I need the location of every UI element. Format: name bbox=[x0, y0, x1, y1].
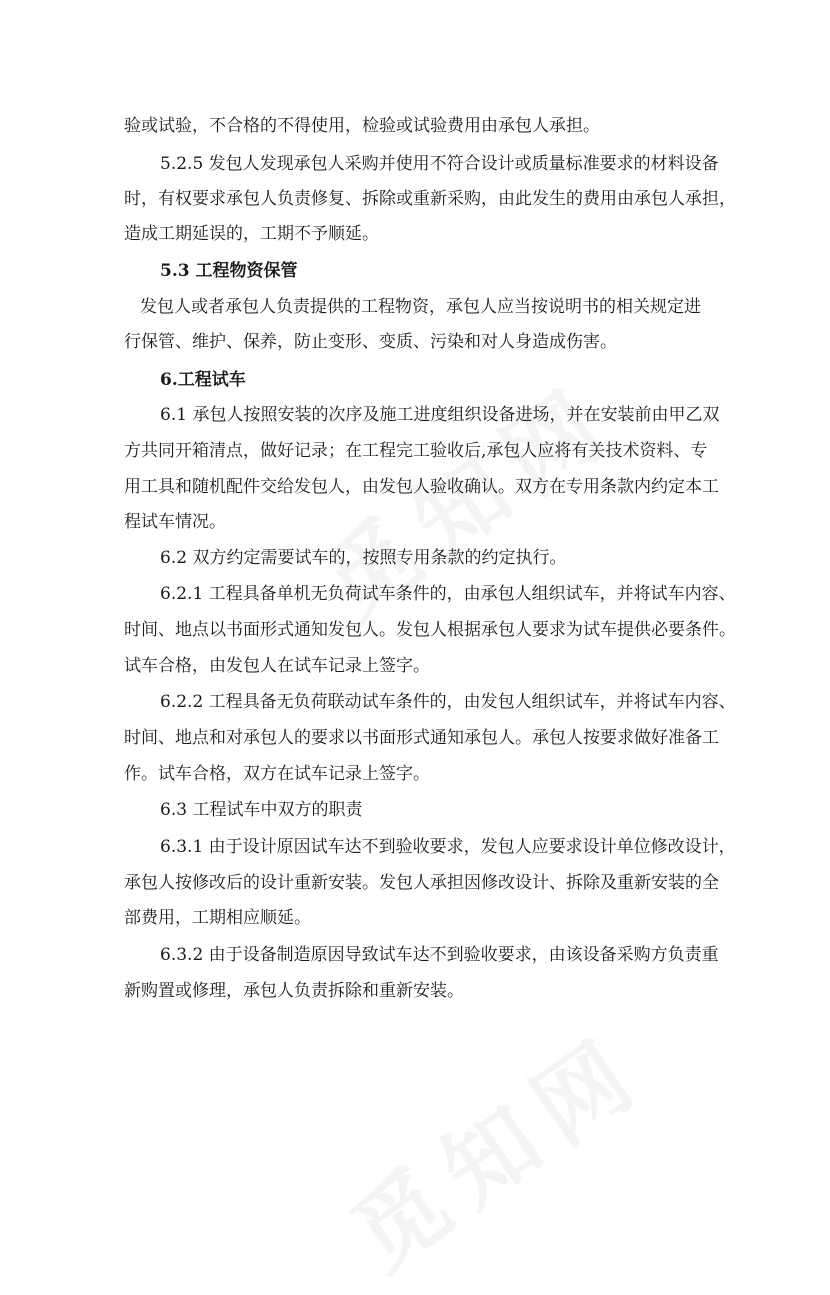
watermark bbox=[322, 997, 668, 1294]
document-page: 验或试验，不合格的不得使用，检验或试验费用由承包人承担。 5.2.5 发包人发现承包人采购并使用不符合设计或质量标准要求的材料设备 时，有权要求承包人负责修复、拆除或重新采购，由此发生的费用由承包人承担， 造成工期延误的，工期不予顺延。 5.3 工程物资保管 发包人或者承包人负责提供的工程物资，承包人应当按说明书的相关规定进 行保管、维护、保养，防止变形、变质、污染和对人身造成伤害。 6.工程试车 6.1 承包人按照安装的次序及施工进度组织设备进场，并在安装前由甲乙双 方共同开箱清点，做好记录；在工程完工验收后,承包人应将有关技术资料、专 用工具和随机配件交给发包人，由发包人验收确认。双方在专用条款内约定本工 程试车情况。 6.2 双方约定需要试车的，按照专用条款的约定执行。 6.2.1 工程具备单机无负荷试车条件的，由承包人组织试车，并将试车内容、 时间、地点以书面形式通知发包人。发包人根据承包人要求为试车提供必要条件。 试车合格，由发包人在试车记录上签字。 6.2.2 工程具备无负荷联动试车条件的，由发包人组织试车，并将试车内容、 时间、地点和对承包人的要求以书面形式通知承包人。承包人按要求做好准备工 作。试车合格，双方在试车记录上签字。 6.3 工程试车中双方的职责 6.3.1 由于设计原因试车达不到验收要求，发包人应要求设计单位修改设计， 承包人按修改后的设计重新安装。发包人承担因修改设计、拆除及重新安装的全 部费用，工期相应顺延。 6.3.2 由于设备制造原因导致试车达不到验收要求，由该设备采购方负责重 新购置或修理，承包人负责拆除和重新安装。 bbox=[0, 0, 830, 1174]
